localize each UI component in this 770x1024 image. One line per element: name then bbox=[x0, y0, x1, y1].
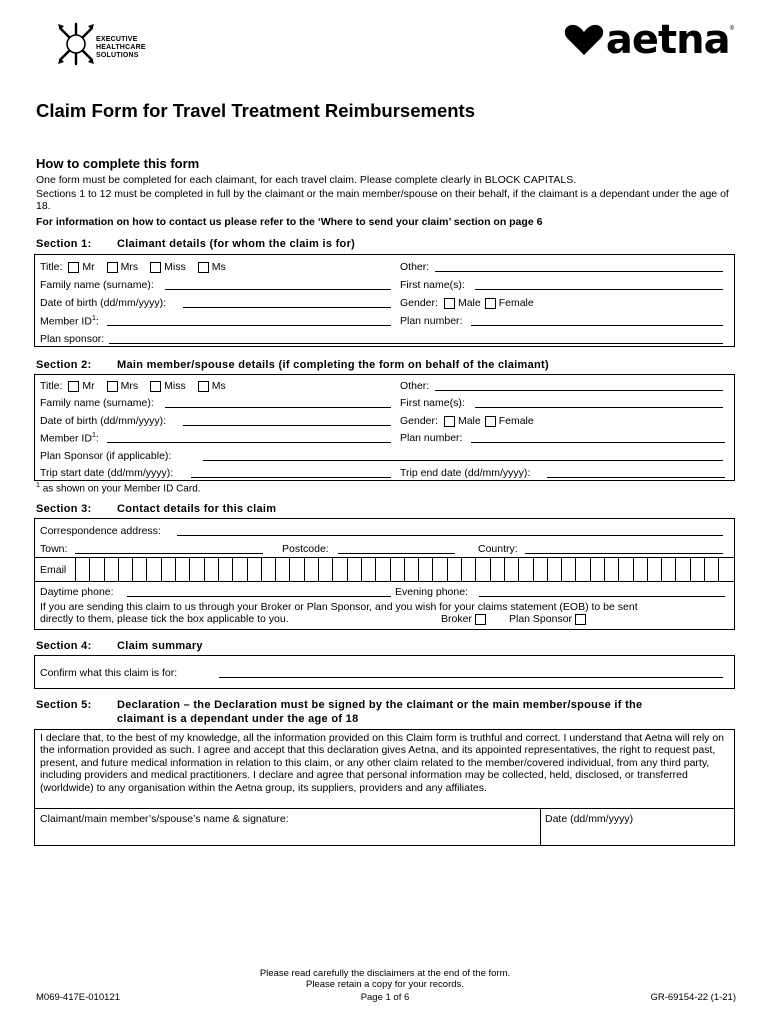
email-char-cell[interactable] bbox=[476, 558, 490, 582]
member-id-label: Member $ID^1$: bbox=[40, 431, 99, 444]
family-name-field[interactable] bbox=[165, 407, 391, 408]
postcode-label: Postcode: bbox=[282, 543, 329, 555]
gender-label: Gender: bbox=[400, 297, 438, 309]
email-char-cell[interactable] bbox=[548, 558, 562, 582]
howto-contact-text: For information on how to contact us please refer to the ‘Where to send your claim’ section on page 6 bbox=[36, 216, 543, 228]
page-title: Claim Form for Travel Treatment Reimbursements bbox=[36, 100, 475, 121]
first-names-label: First name(s): bbox=[400, 279, 465, 291]
checkbox[interactable] bbox=[198, 262, 209, 273]
title-option-ms[interactable] bbox=[198, 380, 226, 392]
title-option-mrs[interactable] bbox=[107, 261, 139, 273]
option-label: Mrs bbox=[120, 261, 139, 273]
address-label: Correspondence address: bbox=[40, 525, 161, 537]
trip-start-field[interactable] bbox=[191, 477, 391, 478]
email-char-cell[interactable] bbox=[591, 558, 605, 582]
option-label: Female bbox=[498, 297, 534, 309]
section-number: Section 3: bbox=[36, 503, 92, 515]
email-char-cell[interactable] bbox=[76, 558, 90, 582]
section-1-heading bbox=[36, 238, 355, 250]
section-title: Contact details for this claim bbox=[117, 503, 277, 515]
email-char-cell[interactable] bbox=[119, 558, 133, 582]
email-char-cell[interactable] bbox=[405, 558, 419, 582]
family-name-label: Family name (surname): bbox=[40, 279, 154, 291]
email-char-cell[interactable] bbox=[619, 558, 633, 582]
signature-field[interactable] bbox=[35, 809, 540, 845]
email-char-cell[interactable] bbox=[662, 558, 676, 582]
checkbox[interactable] bbox=[68, 262, 79, 273]
email-char-cell[interactable] bbox=[519, 558, 533, 582]
confirm-field[interactable] bbox=[219, 677, 723, 678]
email-char-cell[interactable] bbox=[105, 558, 119, 582]
postcode-field[interactable] bbox=[338, 553, 455, 554]
option-label: Female bbox=[498, 415, 534, 427]
plan-sponsor-option[interactable] bbox=[509, 613, 589, 625]
broker-option[interactable] bbox=[441, 613, 489, 625]
option-label: Male bbox=[457, 297, 481, 309]
email-char-cell[interactable] bbox=[190, 558, 204, 582]
date-label: Date (dd/mm/yyyy) bbox=[545, 813, 634, 825]
email-char-cell[interactable] bbox=[333, 558, 347, 582]
option-label: Miss bbox=[164, 380, 186, 392]
signature-label: Claimant/main member’s/spouse’s name & signature: bbox=[40, 813, 289, 825]
broker-info-text: directly to them, please tick the box applicable to you. bbox=[40, 613, 289, 625]
email-label: Email bbox=[40, 564, 67, 576]
option-label: Plan Sponsor bbox=[509, 613, 573, 625]
daytime-phone-field[interactable] bbox=[127, 596, 391, 597]
dob-field[interactable] bbox=[183, 307, 391, 308]
section-number: Section 4: bbox=[36, 640, 92, 652]
checkbox[interactable] bbox=[575, 614, 586, 625]
email-char-cell[interactable] bbox=[348, 558, 362, 582]
plan-sponsor-label: Plan Sponsor (if applicable): bbox=[40, 450, 172, 462]
checkbox[interactable] bbox=[485, 298, 496, 309]
email-char-cell[interactable] bbox=[419, 558, 433, 582]
member-id-field[interactable] bbox=[107, 442, 391, 443]
other-field[interactable] bbox=[435, 390, 723, 391]
email-char-cell[interactable] bbox=[319, 558, 333, 582]
footnote-text: as shown on your Member ID Card. bbox=[42, 483, 201, 495]
howto-heading: How to complete this form bbox=[36, 156, 200, 171]
plan-number-label: Plan number: bbox=[400, 432, 463, 444]
email-char-cell[interactable] bbox=[391, 558, 405, 582]
plan-sponsor-label: Plan sponsor: bbox=[40, 333, 105, 345]
town-field[interactable] bbox=[75, 553, 263, 554]
section-2-heading bbox=[36, 359, 549, 371]
plan-sponsor-field[interactable] bbox=[203, 460, 723, 461]
executive-healthcare-logo bbox=[54, 22, 164, 66]
section-number: Section 5: bbox=[36, 699, 92, 711]
checkbox[interactable] bbox=[444, 298, 455, 309]
email-char-cell[interactable] bbox=[448, 558, 462, 582]
section-5-heading bbox=[36, 698, 642, 712]
title-label: Title: bbox=[40, 380, 63, 392]
heart-icon bbox=[564, 24, 604, 56]
email-input-cells[interactable] bbox=[75, 558, 719, 582]
email-char-cell[interactable] bbox=[362, 558, 376, 582]
howto-text: Sections 1 to 12 must be completed in full by the claimant or the main member/spouse on their behalf, if the claimant is a dependant under the age of 18. bbox=[36, 188, 729, 212]
title-option-miss[interactable] bbox=[150, 380, 186, 392]
trademark-mark: ® bbox=[729, 26, 734, 32]
option-label: Ms bbox=[211, 380, 226, 392]
dob-label: Date of birth (dd/mm/yyyy): bbox=[40, 297, 167, 309]
checkbox[interactable] bbox=[150, 262, 161, 273]
email-char-cell[interactable] bbox=[648, 558, 662, 582]
logo-text-line: HEALTHCARE bbox=[96, 44, 146, 51]
option-label: Miss bbox=[164, 261, 186, 273]
section-1-box bbox=[34, 254, 735, 347]
section-2-box bbox=[34, 374, 735, 481]
star-emblem-icon bbox=[54, 22, 98, 66]
footnote bbox=[36, 482, 201, 494]
plan-number-field[interactable] bbox=[471, 325, 723, 326]
title-option-mr[interactable] bbox=[68, 380, 94, 392]
email-char-cell[interactable] bbox=[147, 558, 161, 582]
section-number: Section 2: bbox=[36, 359, 92, 371]
gender-label: Gender: bbox=[400, 415, 438, 427]
checkbox[interactable] bbox=[198, 381, 209, 392]
email-char-cell[interactable] bbox=[676, 558, 690, 582]
checkbox[interactable] bbox=[150, 381, 161, 392]
option-label: Mr bbox=[82, 261, 95, 273]
section-title: Declaration – the Declaration must be signed by the claimant or the main member/spouse if the bbox=[117, 699, 643, 711]
country-label: Country: bbox=[478, 543, 518, 555]
option-label: Broker bbox=[441, 613, 472, 625]
dob-label: Date of birth (dd/mm/yyyy): bbox=[40, 415, 167, 427]
signature-row bbox=[35, 808, 734, 845]
title-option-ms[interactable] bbox=[198, 261, 226, 273]
first-names-label: First name(s): bbox=[400, 397, 465, 409]
country-field[interactable] bbox=[525, 553, 723, 554]
aetna-logo bbox=[564, 17, 734, 63]
email-char-cell[interactable] bbox=[176, 558, 190, 582]
email-char-cell[interactable] bbox=[491, 558, 505, 582]
aetna-wordmark: aetna bbox=[605, 17, 730, 63]
email-char-cell[interactable] bbox=[305, 558, 319, 582]
evening-phone-label: Evening phone: bbox=[395, 586, 468, 598]
document-code: GR-69154-22 (1-21) bbox=[650, 992, 736, 1003]
section-4-heading bbox=[36, 640, 203, 652]
member-id-field[interactable] bbox=[107, 325, 391, 326]
plan-number-field[interactable] bbox=[471, 442, 725, 443]
section-title: Claimant details (for whom the claim is for) bbox=[117, 238, 356, 250]
section-5-box bbox=[34, 729, 735, 846]
email-char-cell[interactable] bbox=[634, 558, 648, 582]
logo-text-line: EXECUTIVE bbox=[96, 36, 138, 43]
email-char-cell[interactable] bbox=[462, 558, 476, 582]
checkbox[interactable] bbox=[107, 262, 118, 273]
email-char-cell[interactable] bbox=[433, 558, 447, 582]
checkbox[interactable] bbox=[107, 381, 118, 392]
section-4-box bbox=[34, 655, 735, 689]
title-option-miss[interactable] bbox=[150, 261, 186, 273]
email-char-cell[interactable] bbox=[276, 558, 290, 582]
email-char-cell[interactable] bbox=[205, 558, 219, 582]
evening-phone-field[interactable] bbox=[479, 596, 725, 597]
section-number: Section 1: bbox=[36, 238, 92, 250]
page-number: Page 1 of 6 bbox=[360, 992, 410, 1003]
email-char-cell[interactable] bbox=[162, 558, 176, 582]
trip-start-label: Trip start date (dd/mm/yyyy): bbox=[40, 467, 174, 479]
gender-option-female[interactable] bbox=[485, 297, 534, 309]
family-name-field[interactable] bbox=[165, 289, 391, 290]
option-label: Mrs bbox=[120, 380, 139, 392]
email-char-cell[interactable] bbox=[576, 558, 590, 582]
checkbox[interactable] bbox=[485, 416, 496, 427]
member-id-text: Member ID bbox=[40, 432, 92, 444]
footer-disclaimer: Please read carefully the disclaimers at the end of the form. bbox=[259, 968, 511, 979]
family-name-label: Family name (surname): bbox=[40, 397, 154, 409]
email-row bbox=[35, 557, 734, 582]
email-char-cell[interactable] bbox=[248, 558, 262, 582]
email-char-cell[interactable] bbox=[605, 558, 619, 582]
email-char-cell[interactable] bbox=[90, 558, 104, 582]
logo-text-line: SOLUTIONS bbox=[96, 52, 139, 59]
plan-sponsor-field[interactable] bbox=[109, 343, 723, 344]
trip-end-field[interactable] bbox=[547, 477, 725, 478]
email-char-cell[interactable] bbox=[376, 558, 390, 582]
title-label: Title: bbox=[40, 261, 63, 273]
first-names-field[interactable] bbox=[475, 289, 723, 290]
gender-option-male[interactable] bbox=[444, 415, 481, 427]
footnote-marker: 1 bbox=[91, 314, 96, 322]
plan-number-label: Plan number: bbox=[400, 315, 463, 327]
other-label: Other: bbox=[400, 380, 430, 392]
daytime-phone-label: Daytime phone: bbox=[40, 586, 114, 598]
member-id-text: Member ID bbox=[40, 315, 92, 327]
howto-text: One form must be completed for each claimant, for each travel claim. Please complete clearly in BLOCK CAPITALS. bbox=[36, 174, 577, 186]
town-label: Town: bbox=[40, 543, 68, 555]
email-char-cell[interactable] bbox=[505, 558, 519, 582]
checkbox[interactable] bbox=[444, 416, 455, 427]
section-5-heading-cont: claimant is a dependant under the age of 18 bbox=[117, 713, 359, 725]
email-char-cell[interactable] bbox=[219, 558, 233, 582]
dob-field[interactable] bbox=[183, 425, 391, 426]
first-names-field[interactable] bbox=[475, 407, 723, 408]
checkbox[interactable] bbox=[68, 381, 79, 392]
email-char-cell[interactable] bbox=[562, 558, 576, 582]
option-label: Male bbox=[457, 415, 481, 427]
footnote-marker: 1 bbox=[91, 431, 96, 439]
footnote-marker: 1 bbox=[36, 482, 40, 489]
section-title: Claim summary bbox=[117, 640, 203, 652]
gender-option-male[interactable] bbox=[444, 297, 481, 309]
other-field[interactable] bbox=[435, 271, 723, 272]
gender-option-female[interactable] bbox=[485, 415, 534, 427]
email-char-cell[interactable] bbox=[534, 558, 548, 582]
email-char-cell[interactable] bbox=[262, 558, 276, 582]
option-label: Ms bbox=[211, 261, 226, 273]
confirm-label: Confirm what this claim is for: bbox=[40, 667, 178, 679]
email-char-cell[interactable] bbox=[133, 558, 147, 582]
section-3-box bbox=[34, 518, 735, 630]
form-code: M069-417E-010121 bbox=[36, 992, 120, 1003]
email-char-cell[interactable] bbox=[233, 558, 247, 582]
member-id-label: Member $ID^1$: bbox=[40, 314, 99, 327]
email-char-cell[interactable] bbox=[705, 558, 719, 582]
address-field[interactable] bbox=[177, 535, 723, 536]
checkbox[interactable] bbox=[475, 614, 486, 625]
title-option-mr[interactable] bbox=[68, 261, 94, 273]
option-label: Mr bbox=[82, 380, 95, 392]
declaration-text: I declare that, to the best of my knowledge, all the information provided on this Claim form is truthful and correct. I understand that Aetna will rely on the information provided as such. I agree and accept that this declaration gives Aetna, and its appointed representatives, the right to request past, present, and future medical information in relation to this claim, or any other claim related to the member/covered individual, from any third party, including providers and medical practitioners. I declare and agree that personal information may be collected, held, disclosed, or transferred (worldwide) to any organisation within the Aetna group, its suppliers, providers and any affiliates. bbox=[40, 732, 725, 794]
title-option-mrs[interactable] bbox=[107, 380, 139, 392]
date-field[interactable] bbox=[541, 809, 734, 845]
trip-end-label: Trip end date (dd/mm/yyyy): bbox=[400, 467, 531, 479]
footer-retain: Please retain a copy for your records. bbox=[306, 979, 464, 990]
email-char-cell[interactable] bbox=[290, 558, 304, 582]
other-label: Other: bbox=[400, 261, 430, 273]
section-3-heading bbox=[36, 503, 276, 515]
email-char-cell[interactable] bbox=[691, 558, 705, 582]
section-title: Main member/spouse details (if completing the form on behalf of the claimant) bbox=[117, 359, 549, 371]
broker-info-text: If you are sending this claim to us through your Broker or Plan Sponsor, and you wish for your claims statement (EOB) to be sent bbox=[40, 601, 638, 613]
